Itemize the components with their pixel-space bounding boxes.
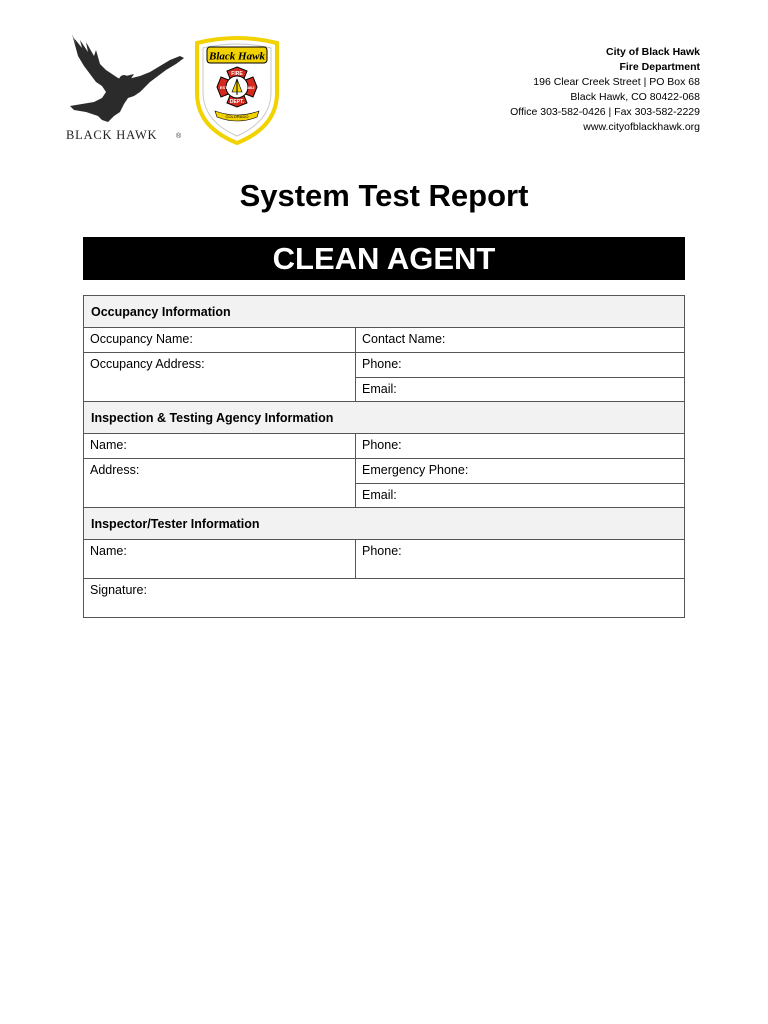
occupancy-address-field[interactable]: Occupancy Address:	[90, 357, 205, 371]
phone-fax: Office 303-582-0426 | Fax 303-582-2229	[510, 106, 700, 118]
signature-field[interactable]: Signature:	[90, 583, 147, 597]
black-hawk-logo	[62, 30, 187, 145]
badge-dept-text: DEPT.	[229, 99, 245, 105]
occupancy-row-1	[84, 328, 684, 353]
agency-row-2	[84, 459, 684, 508]
dept-name: Fire Department	[619, 61, 700, 73]
street-address: 196 Clear Creek Street | PO Box 68	[533, 76, 700, 88]
section-occupancy-heading: Occupancy Information	[84, 296, 684, 328]
system-type-banner: CLEAN AGENT	[83, 237, 685, 280]
department-address-block	[510, 45, 700, 135]
section-inspector-heading: Inspector/Tester Information	[84, 508, 684, 540]
occupancy-email-field[interactable]: Email:	[356, 377, 684, 401]
page-title: System Test Report	[239, 178, 529, 213]
badge-est-text: EST.	[219, 85, 229, 90]
agency-email-field[interactable]: Email:	[356, 483, 684, 507]
agency-emergency-phone-field[interactable]: Emergency Phone:	[362, 463, 469, 477]
occupancy-name-field[interactable]: Occupancy Name:	[90, 332, 193, 346]
agency-name-field[interactable]: Name:	[90, 438, 127, 452]
hawk-icon	[62, 30, 187, 130]
fire-badge-icon	[193, 35, 281, 145]
badge-year-text: 1862	[245, 85, 255, 90]
fire-department-badge	[193, 35, 281, 145]
agency-address-field[interactable]: Address:	[90, 463, 140, 477]
agency-phone-field[interactable]: Phone:	[362, 438, 402, 452]
hawk-wordmark: BLACK HAWK	[66, 128, 158, 142]
agency-row-1	[84, 434, 684, 459]
contact-name-field[interactable]: Contact Name:	[362, 332, 446, 346]
badge-script-text: Black Hawk	[209, 50, 265, 63]
inspector-name-field[interactable]: Name:	[90, 544, 127, 558]
section-agency-heading: Inspection & Testing Agency Information	[84, 402, 684, 434]
occupancy-phone-field[interactable]: Phone:	[362, 357, 402, 371]
website-link[interactable]: www.cityofblackhawk.org	[583, 121, 700, 133]
org-name: City of Black Hawk	[606, 46, 700, 58]
inspector-phone-field[interactable]: Phone:	[362, 544, 402, 558]
inspector-row-2	[84, 579, 684, 617]
inspector-row-1	[84, 540, 684, 579]
city-state-zip: Black Hawk, CO 80422-068	[570, 91, 700, 103]
occupancy-row-2	[84, 353, 684, 402]
badge-ribbon-text: COLORADO	[225, 114, 249, 119]
report-form	[83, 295, 685, 618]
registered-mark: ®	[176, 133, 182, 140]
badge-fire-text: FIRE	[231, 71, 243, 77]
